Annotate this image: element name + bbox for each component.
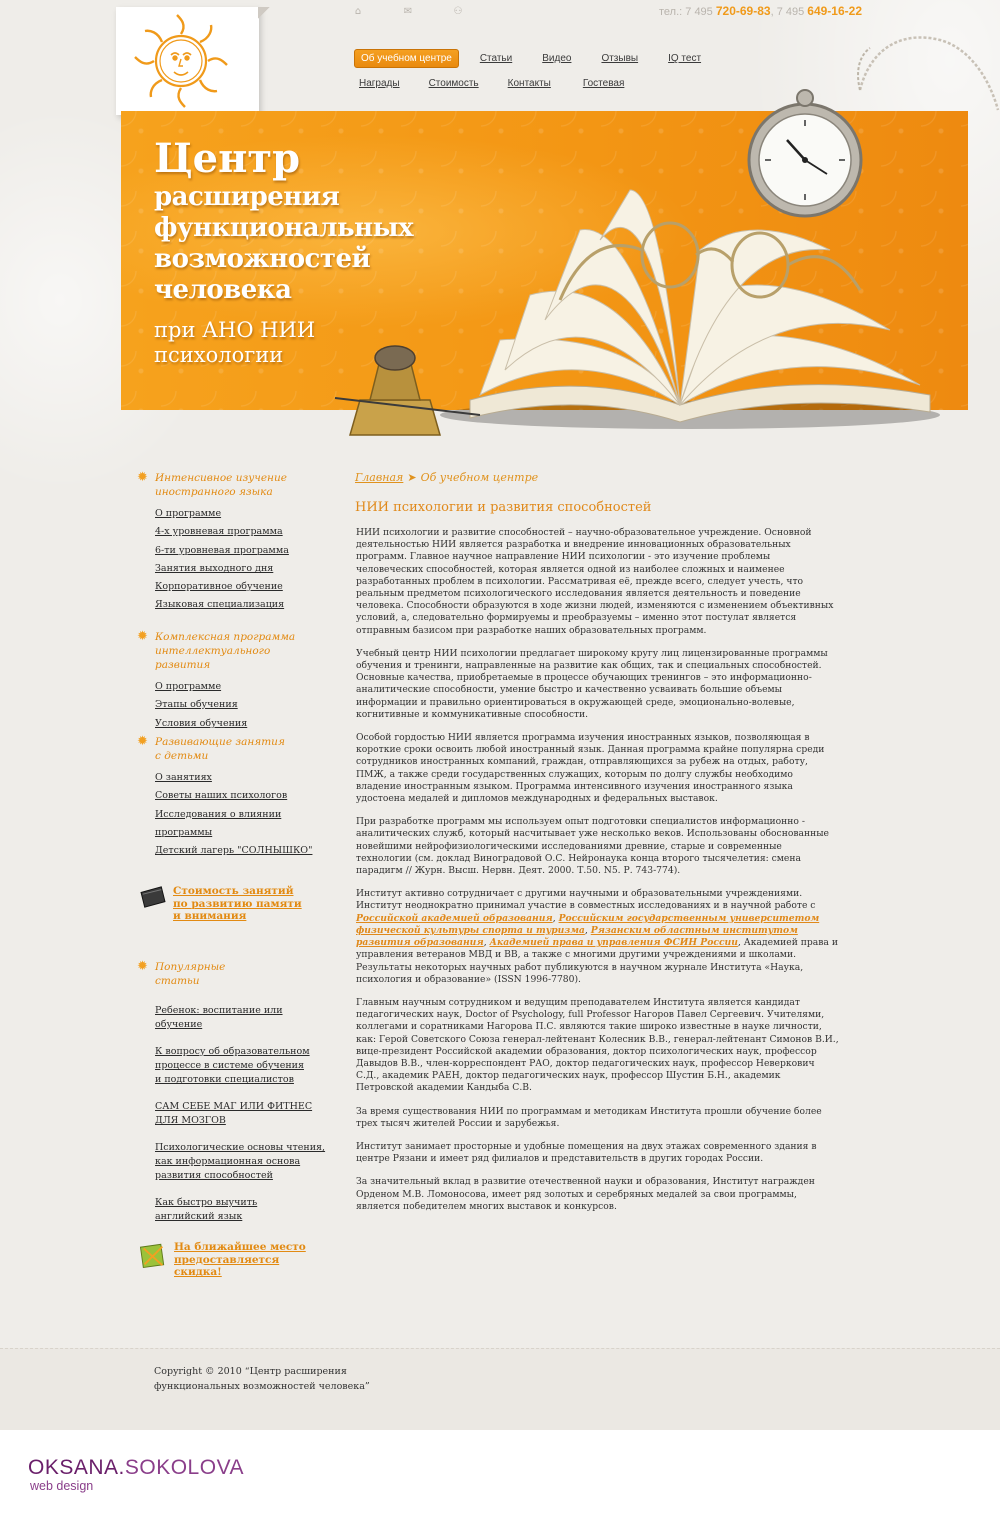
- star-icon: ✹: [137, 734, 148, 749]
- sidebar-link-research[interactable]: Исследования о влиянии: [155, 808, 282, 820]
- designer-credit: [28, 1457, 244, 1493]
- sidebar-link-weekend[interactable]: Занятия выходного дня: [155, 562, 274, 574]
- nav-item-video[interactable]: Видео: [542, 53, 572, 64]
- sidebar-links: [137, 505, 327, 615]
- sidebar-links: [137, 678, 327, 733]
- sidebar-link-corporate[interactable]: Корпоративное обучение: [155, 581, 283, 593]
- sidebar-link-camp[interactable]: Детский лагерь "СОЛНЫШКО": [155, 845, 313, 857]
- paragraph: Главным научным сотрудником и ведущим преподавателем Института является кандидат педагогических наук, Doctor of Psychology, full Professor Нагоров Павел Сергеевич. Учителями, коллегами и соратниками Нагорова П.С. являются такие широко известные в науке личности, как: Герой Советского Союза генерал-лейтенант Колесник В.В., генерал-лейтенант Симонов В.И., вице-президент Российской академии образования, доктор психологических наук, профессор Давыдов В.В., член-корреспондент РАО, доктор педагогических наук, профессор Неверкович С.Д., академик РАЕН, доктор педагогических наук, профессор Шустин Б.Н., академик Петровской академии Кандыба С.В.: [356, 996, 839, 1094]
- copyright-line-1: Copyright © 2010 “Центр расширения: [154, 1366, 347, 1377]
- promo-cost-line-3[interactable]: и внимания: [173, 910, 247, 922]
- nav-item-articles[interactable]: Статьи: [479, 53, 513, 64]
- wallet-icon: [139, 885, 167, 909]
- breadcrumb-home[interactable]: Главная: [355, 471, 404, 484]
- link-rao[interactable]: Российской академией образования: [356, 912, 553, 924]
- home-icon[interactable]: ⌂: [354, 6, 362, 17]
- breadcrumb: [355, 471, 538, 484]
- sidebar-section-title: [137, 471, 327, 499]
- section-title-line-1: Популярные: [155, 961, 226, 973]
- sidebar-section-intellect: [137, 630, 327, 733]
- sidebar-link-specialization[interactable]: Языковая специализация: [155, 599, 285, 611]
- hero-subtitle-line-2: психологии: [154, 343, 284, 367]
- logo-corner: [258, 7, 270, 19]
- copyright-line-2: функциональных возможностей человека”: [154, 1381, 370, 1392]
- link-ryazan-institute[interactable]: Рязанским областным институтом развития образования: [356, 924, 798, 949]
- link-fsin-academy[interactable]: Академией права и управления ФСИН России: [489, 937, 738, 949]
- text: ,: [483, 937, 490, 949]
- nav-item-iq-test[interactable]: IQ тест: [668, 53, 702, 64]
- nav-item-reviews[interactable]: Отзывы: [601, 53, 639, 64]
- promo-cost-line-2[interactable]: по развитию памяти: [173, 897, 302, 910]
- copyright: [154, 1364, 384, 1394]
- designer-subtitle: web design: [30, 1479, 94, 1493]
- sun-logo-icon: [116, 7, 259, 115]
- designer-name-part-1: OKSANA.: [28, 1456, 125, 1479]
- sidebar-section-title: [137, 960, 327, 988]
- text: , Академией права и управления ветеранов МВД и ВВ, а также с многими другими учреждениями и школами. Результаты некоторых научных работ публикуются в научном журнале Института «Наука, психология и образование» (ISSN 1996-7780).: [356, 937, 838, 985]
- article-link-5[interactable]: Как быстро выучить английский язык: [155, 1197, 258, 1222]
- hero-title-line-2: расширения: [154, 182, 340, 212]
- paragraph-partners: [356, 888, 840, 986]
- nav-item-awards[interactable]: Награды: [359, 78, 400, 89]
- nav-item-about[interactable]: Об учебном центре: [354, 49, 459, 68]
- top-icons: [352, 6, 464, 17]
- sidebar-link-about-lessons[interactable]: О занятиях: [155, 772, 212, 783]
- article-link-4[interactable]: Психологические основы чтения, как информационная основа развития способностей: [155, 1142, 326, 1181]
- sidebar-link-research-2[interactable]: программы: [155, 826, 213, 838]
- text: Институт активно сотрудничает с другими научными и образовательными учреждениями. Институт неоднократно принимал участие в совместных исследованиях и в научной работе с: [356, 888, 816, 912]
- hero-title-line-4: возможностей: [154, 244, 371, 274]
- promo-cost-line-1[interactable]: Стоимость занятий: [173, 885, 294, 897]
- phone-number-2: 649-16-22: [807, 4, 862, 18]
- hero-title-line-1: Центр: [154, 135, 301, 182]
- section-title-line-1: Комплексная программа: [155, 631, 296, 643]
- sidebar-section-title: [137, 735, 327, 763]
- main-content: [356, 527, 840, 1224]
- paragraph: За время существования НИИ по программам и методикам Института прошли обучение более трех тысяч жителей России и зарубежья.: [356, 1105, 822, 1129]
- section-title-line-2: иностранного языка: [155, 486, 273, 498]
- section-title-line-2: интеллектуального развития: [155, 645, 271, 671]
- sidebar-link-4-level[interactable]: 4-х уровневая программа: [155, 526, 283, 538]
- sidebar-link-6-level[interactable]: 6-ти уровневая программа: [155, 544, 289, 556]
- mail-icon[interactable]: ✉: [403, 6, 413, 17]
- hero-title-line-3: функциональных: [154, 213, 414, 243]
- sidebar-links: [137, 769, 327, 860]
- hero-subtitle-line-1: при АНО НИИ: [154, 318, 316, 342]
- section-title-line-1: Развивающие занятия: [155, 736, 285, 748]
- designer-name: [28, 1457, 244, 1479]
- footer: [0, 1348, 1000, 1430]
- sidebar-link-about-program-2[interactable]: О программе: [155, 681, 222, 692]
- promo-discount-line-3[interactable]: скидка!: [174, 1266, 222, 1278]
- nav-item-guestbook[interactable]: Гостевая: [582, 78, 625, 89]
- sidebar-section-languages: [137, 471, 327, 615]
- section-title-line-2: с детьми: [155, 750, 209, 762]
- section-title-line-2: статьи: [155, 975, 200, 987]
- phone-number-1: 720-69-83: [715, 4, 771, 18]
- page-title: НИИ психологии и развития способностей: [355, 500, 652, 515]
- logo[interactable]: [116, 7, 259, 115]
- sidebar-section-title: [137, 630, 327, 672]
- designer-name-part-2: SOKOLOVA: [124, 1456, 245, 1479]
- sidebar-link-psychologist-tips[interactable]: Советы наших психологов: [155, 790, 288, 802]
- article-link-2[interactable]: К вопросу об образовательном процессе в системе обучения и подготовки специалистов: [155, 1046, 310, 1085]
- popular-articles: [137, 1004, 327, 1224]
- promo-cost[interactable]: [137, 885, 327, 923]
- section-title-line-1: Интенсивное изучение: [155, 472, 287, 484]
- promo-discount-line-1[interactable]: На ближайшее место: [174, 1241, 306, 1253]
- promo-discount[interactable]: [137, 1241, 327, 1279]
- paragraph: При разработке программ мы используем опыт подготовки специалистов информационно - аналитических служб, который насчитывает уже несколько веков. Использованы обоснованные новейшими нейрофизиологическими исследованиями древние, старые и современные технологии (см. доклад Виноградовой О.С. Нейронаука конца второго тысячелетия: смена парадигм // Журн. Высш. Нервн. Деят. 2000. Т.50. N5. Р. 743-774).: [356, 816, 829, 877]
- paragraph: НИИ психологии и развитие способностей – научно-образовательное учреждение. Основной деятельностью НИИ является разработка и внедрение инновационных образовательных программ. Главное научное направление НИИ психологии - это изучение проблемы человеческих способностей, которая является одной из наиболее сложных и наименее разработанных проблем в психологии. Рассматривая её, прежде всего, следует учесть, что реальным предметом психологического исследования является деятельность и поведение человека. Способности образуются в ходе жизни людей, изменяются с изменением объективных условий, а, следовательно формируемы и преобразуемы – именно этот постулат является отправным базисом при разработке наших образовательных программ.: [356, 527, 834, 636]
- paragraph: Учебный центр НИИ психологии предлагает широкому кругу лиц лицензированные программы обучения и тренинги, направленные на развитие как общих, так и специальных способностей. Основные качества, приобретаемые в процессе обучающих тренингов – это информационно-аналитические способности, умение быстро и качественно усваивать большие объемы информации и правильно ориентироваться в окружающей среде, эмоционально-волевые, когнитивные и коммуникативные способности.: [356, 647, 828, 720]
- phone-prefix-2: , 7 495: [770, 6, 808, 18]
- star-icon: ✹: [137, 959, 148, 974]
- breadcrumb-arrow-icon: ➤: [407, 471, 417, 484]
- nav-item-cost[interactable]: Стоимость: [428, 78, 479, 89]
- sidebar-link-stages[interactable]: Этапы обучения: [155, 699, 238, 711]
- breadcrumb-current: Об учебном центре: [420, 471, 539, 484]
- promo-discount-line-2[interactable]: предоставляется: [174, 1253, 280, 1266]
- nav-item-contacts[interactable]: Контакты: [507, 78, 551, 89]
- article-link-3[interactable]: САМ СЕБЕ МАГ ИЛИ ФИТНЕС ДЛЯ МОЗГОВ: [155, 1101, 313, 1126]
- paragraph: Институт занимает просторные и удобные помещения на двух этажах современного здания в центре Рязани и имеет ряд филиалов и представительств в других городах России.: [356, 1140, 817, 1165]
- text: ,: [584, 924, 591, 936]
- link-rgufk[interactable]: Российским государственным университетом физической культуры спорта и туризма: [356, 912, 820, 936]
- paragraph: Особой гордостью НИИ является программа изучения иностранных языков, позволяющая в короткие сроки освоить любой иностранный язык. Данная программа крайне популярна среди сотрудников иностранных компаний, граждан, отправляющихся за рубеж на отдых, работу, ПМЖ, а также среди государственных служащих, которым по долгу службы необходимо владение иностранным языком. Программа интенсивного изучения иностранного языка удостоена медалей и дипломов международных и федеральных выставок.: [356, 732, 825, 805]
- hero-title-line-5: человека: [154, 275, 292, 305]
- hero-illustration: [330, 40, 970, 450]
- paragraph: За значительный вклад в развитие отечественной науки и образования, Институт награжден Орденом М.В. Ломоносова, имеет ряд золотых и серебряных медалей за свои программы, является победителем многих выставок и конкурсов.: [356, 1176, 815, 1212]
- text: ,: [552, 912, 559, 924]
- sidebar-section-children: [137, 735, 327, 860]
- gift-icon: [139, 1241, 167, 1269]
- sidebar-link-about-program[interactable]: О программе: [155, 508, 222, 519]
- article-link-1[interactable]: Ребенок: воспитание или обучение: [155, 1005, 283, 1030]
- phone-prefix: тел.: 7 495: [659, 6, 716, 18]
- star-icon: ✹: [137, 629, 148, 644]
- phone-numbers: [659, 4, 862, 18]
- sitemap-icon[interactable]: ⚇: [453, 6, 463, 17]
- sidebar-link-conditions[interactable]: Условия обучения: [155, 717, 248, 729]
- star-icon: ✹: [137, 470, 148, 485]
- sidebar-section-popular: [137, 960, 327, 1237]
